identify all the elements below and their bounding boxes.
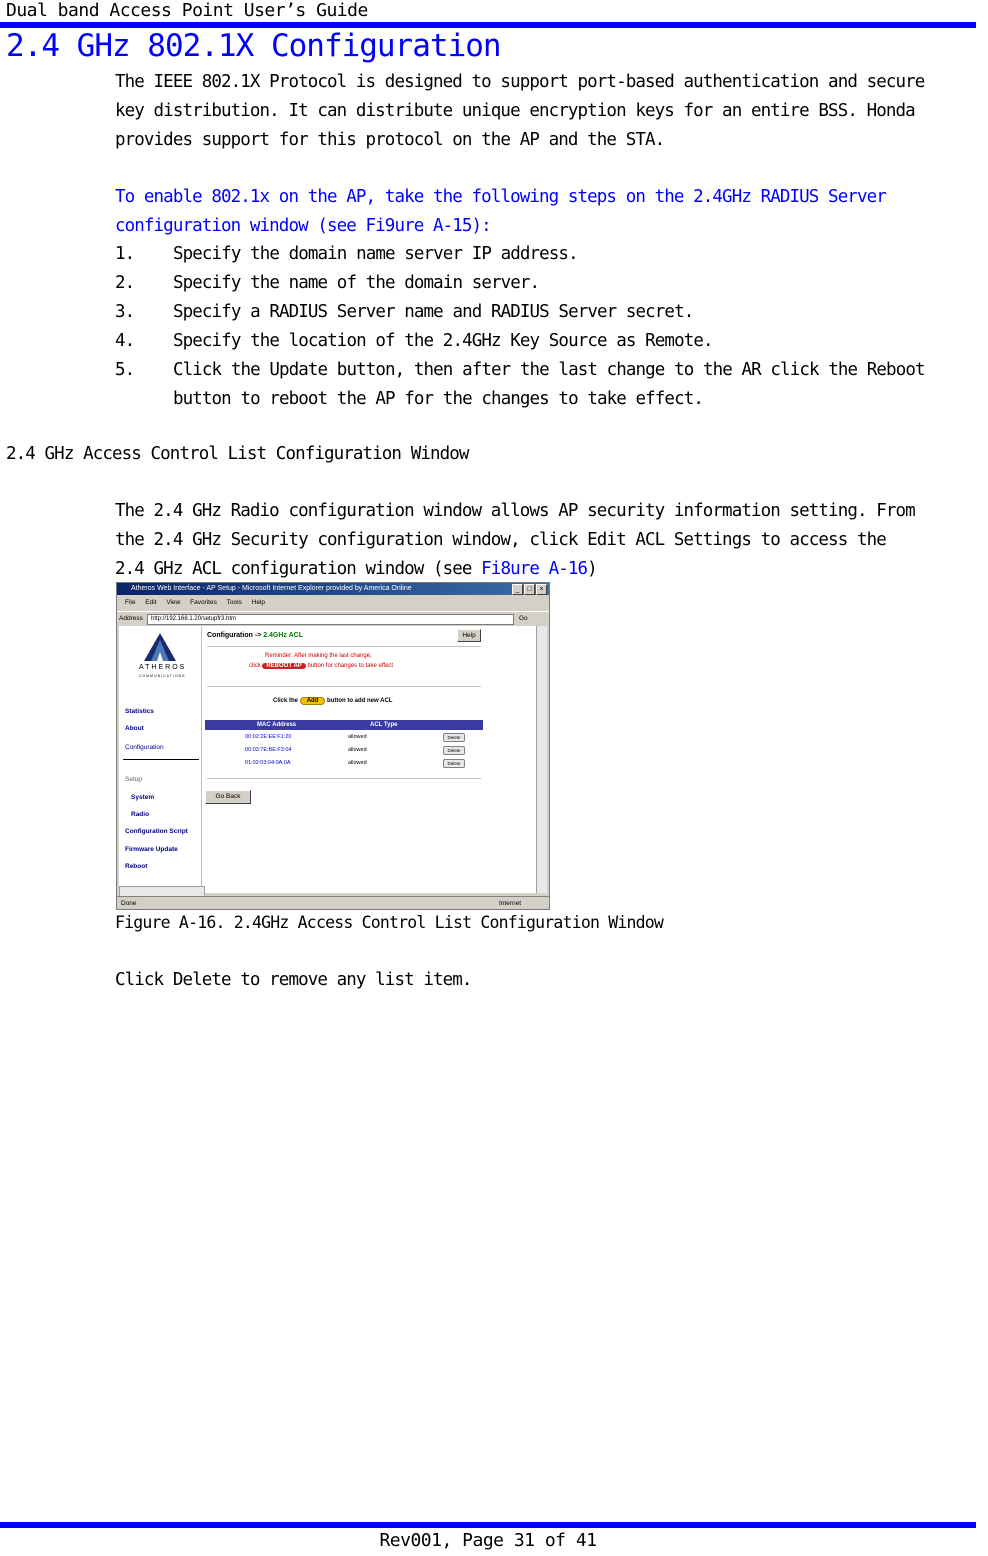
col-mac-address: MAC Address xyxy=(257,722,297,728)
page-footer: Rev001, Page 31 of 41 xyxy=(379,1530,597,1551)
acl-line-text: ) xyxy=(587,559,597,579)
acl-type: allowed xyxy=(348,747,367,753)
enable-paragraph xyxy=(115,183,886,241)
window-title: Atheros Web Interface - AP Setup - Microsoft Internet Explorer provided by America Online xyxy=(131,585,412,592)
delete-button[interactable]: Delete xyxy=(443,746,465,755)
intro-paragraph xyxy=(115,68,924,155)
mac-address: 00:03:7E:BE:F3:04 xyxy=(245,747,292,753)
footer-rule xyxy=(0,1522,976,1528)
main-panel xyxy=(205,626,547,893)
figure-link[interactable]: Fi8ure A-16 xyxy=(481,559,588,579)
step-number: 2. xyxy=(115,273,135,293)
reminder-post: button for changes to take effect xyxy=(307,663,394,669)
intro-line: provides support for this protocol on the AP and the STA. xyxy=(115,130,665,150)
add-button[interactable]: Add xyxy=(300,697,326,705)
list-item xyxy=(115,269,925,298)
logo-subtext: COMMUNICATIONS xyxy=(139,674,186,678)
list-item xyxy=(115,327,925,356)
add-post: button to add new ACL xyxy=(327,698,393,704)
table-row xyxy=(205,732,483,743)
menu-favorites[interactable]: Favorites xyxy=(190,599,217,606)
list-item xyxy=(115,298,925,327)
nav-radio[interactable]: Radio xyxy=(131,811,150,818)
nav-statistics[interactable]: Statistics xyxy=(125,708,154,715)
step-text: Specify the name of the domain server. xyxy=(173,273,540,293)
acl-line xyxy=(115,555,915,584)
steps-list xyxy=(115,240,925,414)
list-item-continuation xyxy=(115,385,925,414)
help-button[interactable]: Help xyxy=(457,629,481,642)
step-text: Specify the location of the 2.4GHz Key Source as Remote. xyxy=(173,331,713,351)
intro-line: The IEEE 802.1X Protocol is designed to support port-based authentication and secure xyxy=(115,72,925,92)
section-title: 2.4 GHz 802.1X Configuration xyxy=(6,28,501,64)
browser-content xyxy=(119,626,547,893)
table-row xyxy=(205,745,483,756)
status-bar xyxy=(117,896,549,910)
reminder-text: Reminder: After making the last change, xyxy=(265,653,372,659)
nav-about[interactable]: About xyxy=(125,725,144,732)
closing-paragraph: Click Delete to remove any list item. xyxy=(115,970,472,990)
menu-tools[interactable]: Tools xyxy=(226,599,242,606)
nav-setup: Setup xyxy=(125,776,142,783)
reminder-line xyxy=(249,663,393,669)
divider xyxy=(207,778,481,779)
list-item xyxy=(115,356,925,385)
breadcrumb-page: 2.4GHz ACL xyxy=(263,632,304,639)
step-number: 3. xyxy=(115,302,135,322)
nav-firmware-update[interactable]: Firmware Update xyxy=(125,846,178,853)
nav-configuration[interactable]: Configuration xyxy=(125,744,164,751)
step-number: 5. xyxy=(115,360,135,380)
acl-line: The 2.4 GHz Radio configuration window allows AP security information setting. From xyxy=(115,501,915,521)
maximize-icon[interactable]: □ xyxy=(524,584,535,595)
step-text: Click the Update button, then after the last change to the AR click the Reboot xyxy=(173,360,925,380)
add-line xyxy=(273,697,392,705)
acl-line: the 2.4 GHz Security configuration window, click Edit ACL Settings to access the xyxy=(115,530,886,550)
address-label: Address xyxy=(119,615,143,622)
nav-system[interactable]: System xyxy=(131,794,155,801)
col-acl-type: ACL Type xyxy=(370,722,398,728)
menu-help[interactable]: Help xyxy=(251,599,266,606)
minimize-icon[interactable]: _ xyxy=(512,584,523,595)
close-icon[interactable]: × xyxy=(536,584,547,595)
nav-reboot[interactable]: Reboot xyxy=(125,863,148,870)
acl-type: allowed xyxy=(348,734,367,740)
status-text: Done xyxy=(121,900,137,907)
status-zone: Internet xyxy=(498,900,521,907)
address-input[interactable]: http://192.168.1.20/setupfr3.htm xyxy=(147,614,514,625)
go-button[interactable]: Go xyxy=(519,615,528,622)
window-titlebar xyxy=(117,583,549,595)
breadcrumb xyxy=(207,632,303,639)
enable-line: configuration window (see Fi9ure A-15): xyxy=(115,216,491,236)
step-number: 1. xyxy=(115,244,135,264)
menu-bar xyxy=(117,596,549,610)
left-nav xyxy=(119,626,202,893)
enable-line: To enable 802.1x on the AP, take the following steps on the 2.4GHz RADIUS Server xyxy=(115,187,886,207)
nav-divider xyxy=(123,759,199,760)
menu-view[interactable]: View xyxy=(166,599,181,606)
table-row xyxy=(205,758,483,769)
running-header: Dual band Access Point User’s Guide xyxy=(6,0,368,21)
intro-line: key distribution. It can distribute unique encryption keys for an entire BSS. Honda xyxy=(115,101,915,121)
reminder-click: click xyxy=(249,663,261,669)
mac-address: 00:02:2E:EE:F1:20 xyxy=(245,734,292,740)
add-pre: Click the xyxy=(273,698,299,704)
divider xyxy=(207,646,481,647)
delete-button[interactable]: Delete xyxy=(443,733,465,742)
go-back-button[interactable]: Go Back xyxy=(205,790,251,804)
step-text: Specify a RADIUS Server name and RADIUS Server secret. xyxy=(173,302,694,322)
acl-table-header xyxy=(205,720,483,730)
acl-type: allowed xyxy=(348,760,367,766)
acl-heading: 2.4 GHz Access Control List Configuration Window xyxy=(6,444,469,464)
mac-address: 01:02:03:04:0A:0A xyxy=(245,760,291,766)
menu-edit[interactable]: Edit xyxy=(145,599,157,606)
breadcrumb-prefix: Configuration -> xyxy=(207,632,264,639)
window-controls xyxy=(511,584,547,596)
step-text: button to reboot the AP for the changes to take effect. xyxy=(173,389,703,409)
list-item xyxy=(115,240,925,269)
menu-file[interactable]: File xyxy=(125,599,136,606)
delete-button[interactable]: Delete xyxy=(443,759,465,768)
atheros-logo-icon xyxy=(143,632,177,662)
step-number: 4. xyxy=(115,331,135,351)
reboot-ap-button[interactable]: REBOOT AP xyxy=(262,663,305,669)
nav-config-script[interactable]: Configuration Script xyxy=(125,828,188,835)
figure-caption: Figure A-16. 2.4GHz Access Control List Configuration Window xyxy=(115,913,664,932)
vertical-scrollbar[interactable] xyxy=(536,626,547,893)
logo-text: ATHEROS xyxy=(139,664,187,671)
divider xyxy=(207,686,481,687)
step-text: Specify the domain name server IP address. xyxy=(173,244,578,264)
figure-screenshot xyxy=(116,582,550,910)
acl-line-text: 2.4 GHz ACL configuration window (see xyxy=(115,559,482,579)
address-bar xyxy=(117,611,549,626)
acl-paragraph xyxy=(115,497,915,584)
